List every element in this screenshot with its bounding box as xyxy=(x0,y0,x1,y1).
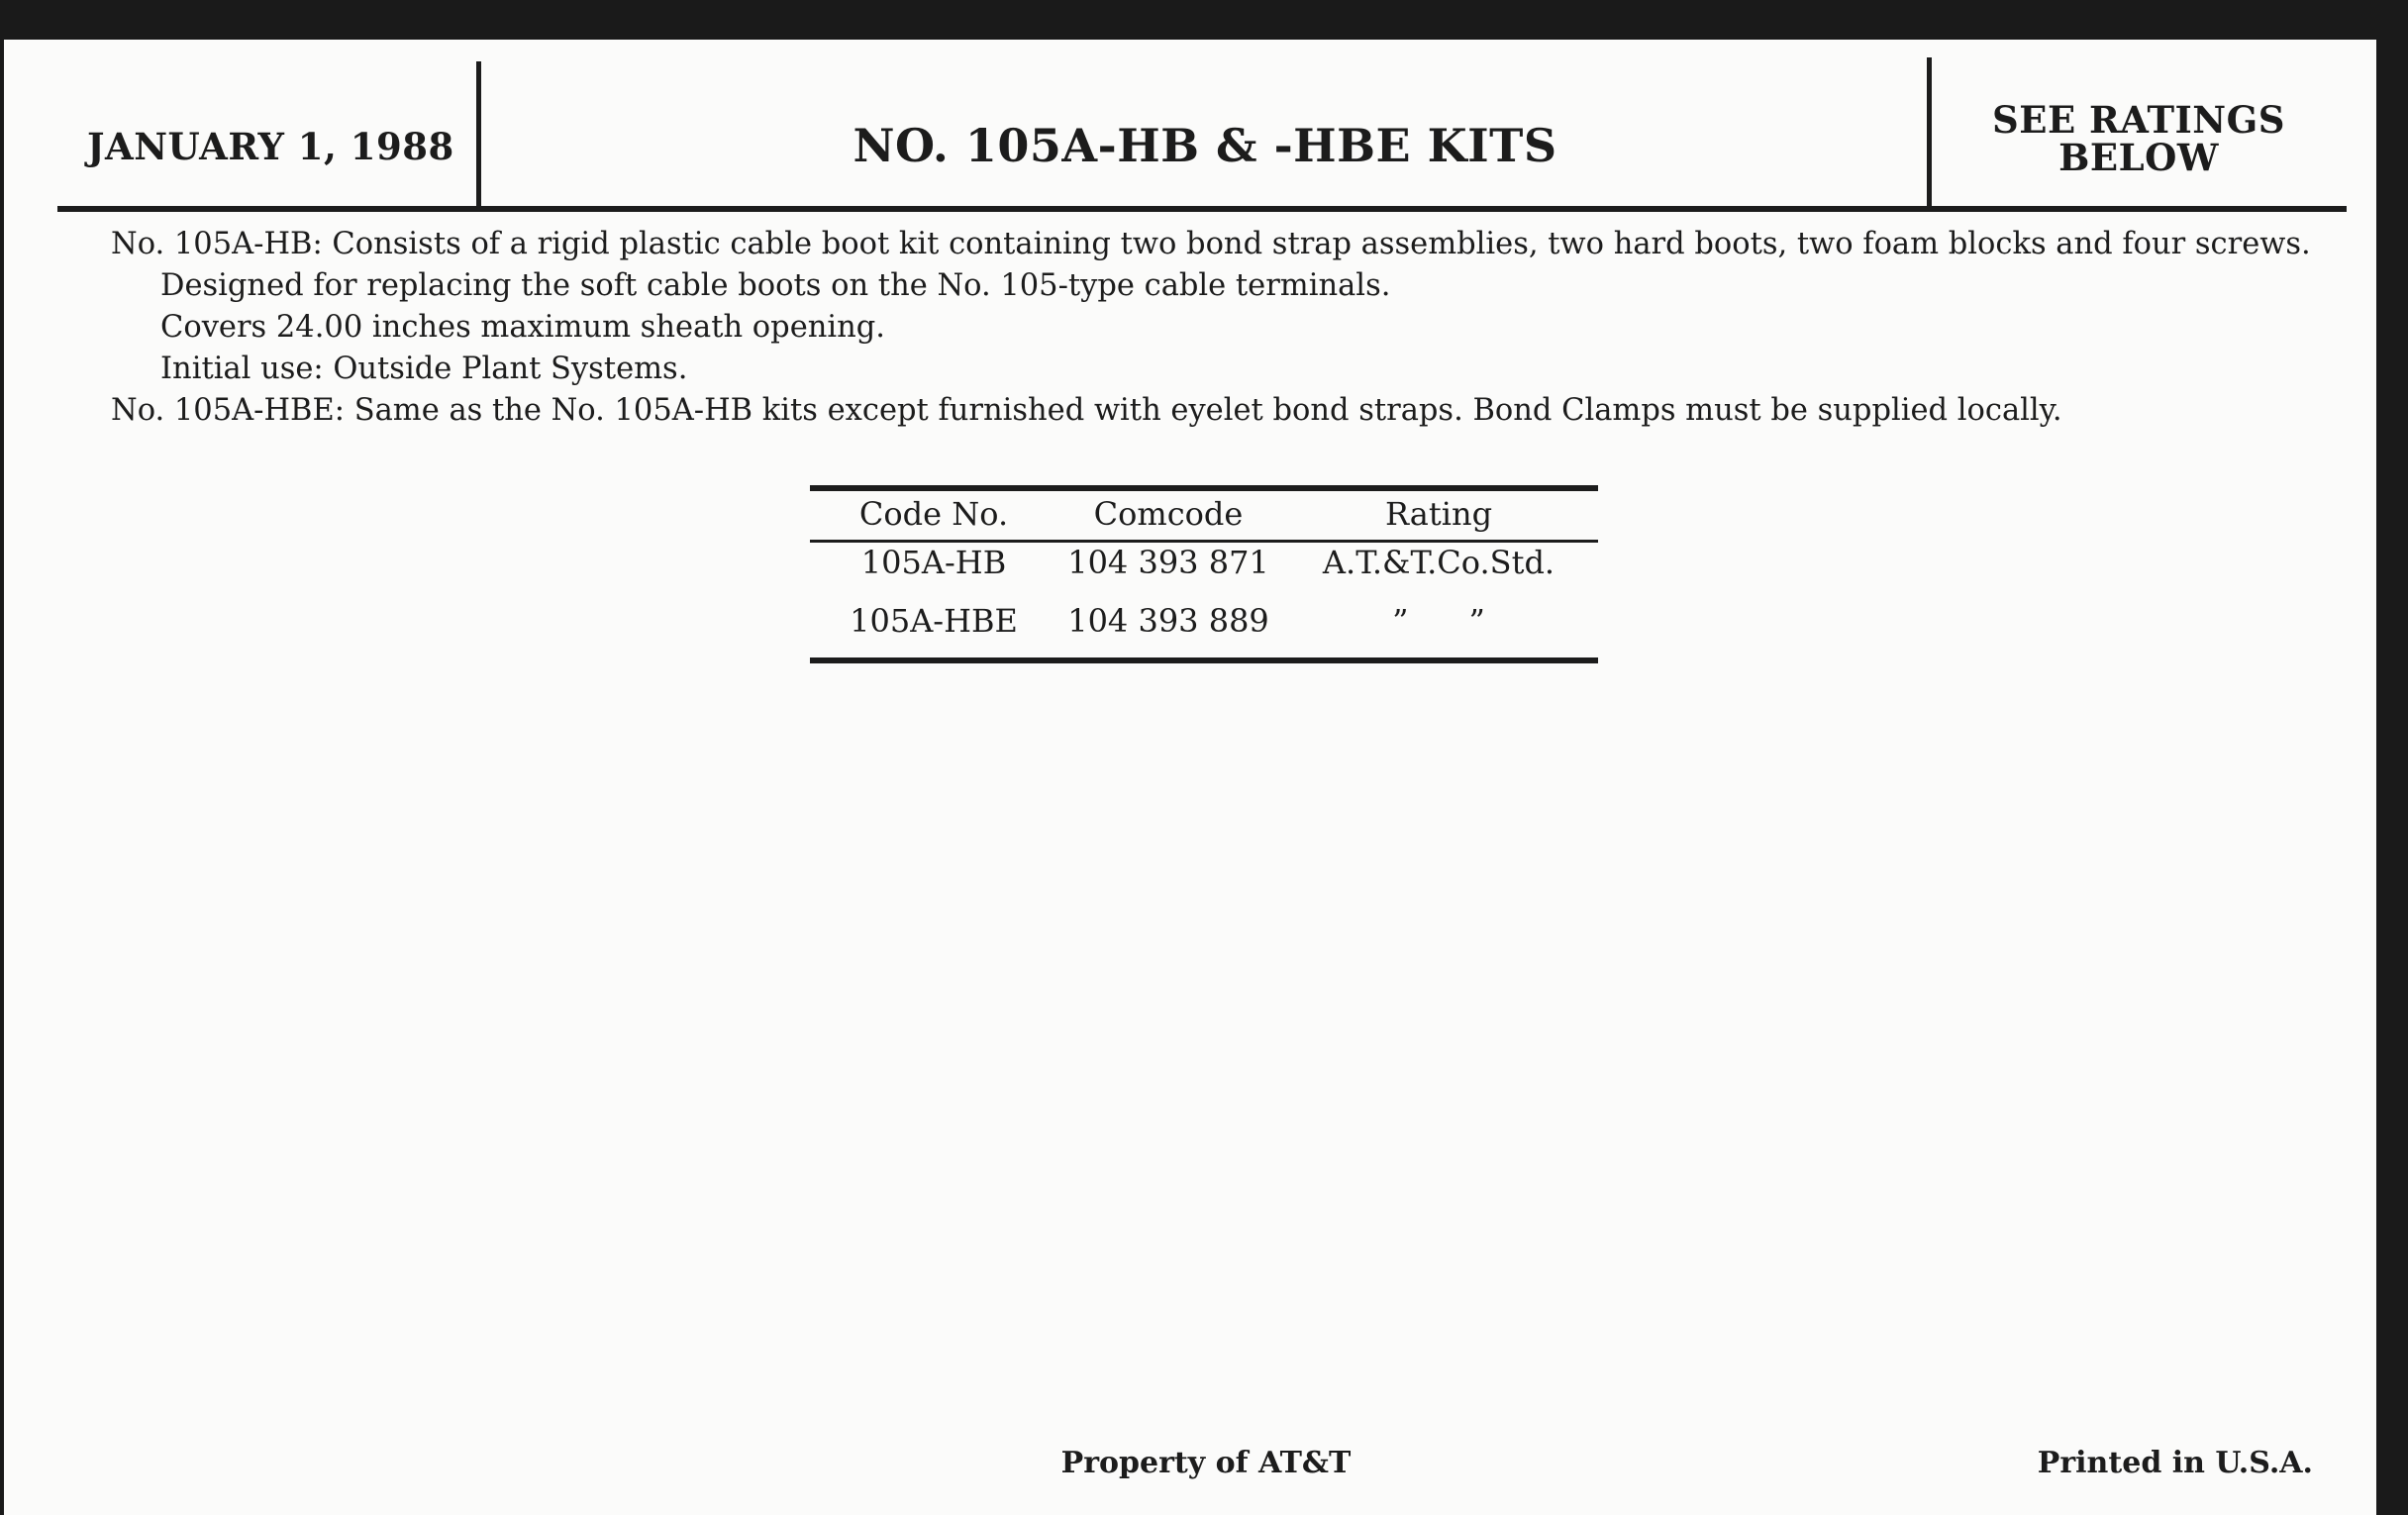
table-bottom-rule xyxy=(810,657,1598,663)
scan-top-border xyxy=(0,0,2408,40)
table-header-rule xyxy=(810,540,1598,543)
table-cell-comcode: 104 393 889 xyxy=(1067,602,1269,640)
description-line: Initial use: Outside Plant Systems. xyxy=(160,352,688,386)
description-line: Covers 24.00 inches maximum sheath opening. xyxy=(160,310,885,345)
rating-note-line2: BELOW xyxy=(2058,136,2219,179)
description-line: No. 105A-HBE: Same as the No. 105A-HB kits except furnished with eyelet bond straps. Bond Clamps must be supplied locally. xyxy=(111,393,2062,428)
header-divider-right xyxy=(1927,57,1932,208)
page-title: NO. 105A-HB & -HBE KITS xyxy=(853,119,1557,172)
header-rule xyxy=(57,206,2347,212)
footer-property: Property of AT&T xyxy=(1060,1446,1352,1480)
table-cell-code: 105A-HBE xyxy=(850,602,1018,640)
header-rating-note xyxy=(1933,98,2345,179)
rating-note-line1: SEE RATINGS xyxy=(1992,98,2285,142)
table-top-rule xyxy=(810,485,1598,491)
table-cell-code: 105A-HB xyxy=(860,544,1007,581)
description-line: No. 105A-HB: Consists of a rigid plastic cable boot kit containing two bond strap assemblies, two hard boots, two foam blocks and four screws. xyxy=(111,227,2311,261)
header-date: JANUARY 1, 1988 xyxy=(87,125,454,168)
description-line: Designed for replacing the soft cable boots on the No. 105-type cable terminals. xyxy=(160,268,1391,303)
scan-right-border xyxy=(2376,0,2408,1515)
footer-printed: Printed in U.S.A. xyxy=(2037,1446,2313,1480)
header-divider-left xyxy=(476,61,481,208)
table-cell-rating: A.T.&T.Co.Std. xyxy=(1322,544,1555,581)
table-cell-comcode: 104 393 871 xyxy=(1067,544,1269,581)
description-block xyxy=(111,224,2311,432)
table-header-code: Code No. xyxy=(858,495,1009,533)
table-header-comcode: Comcode xyxy=(1093,495,1244,533)
table-header-rating: Rating xyxy=(1384,495,1493,533)
table-cell-rating: ” ” xyxy=(1392,602,1485,640)
